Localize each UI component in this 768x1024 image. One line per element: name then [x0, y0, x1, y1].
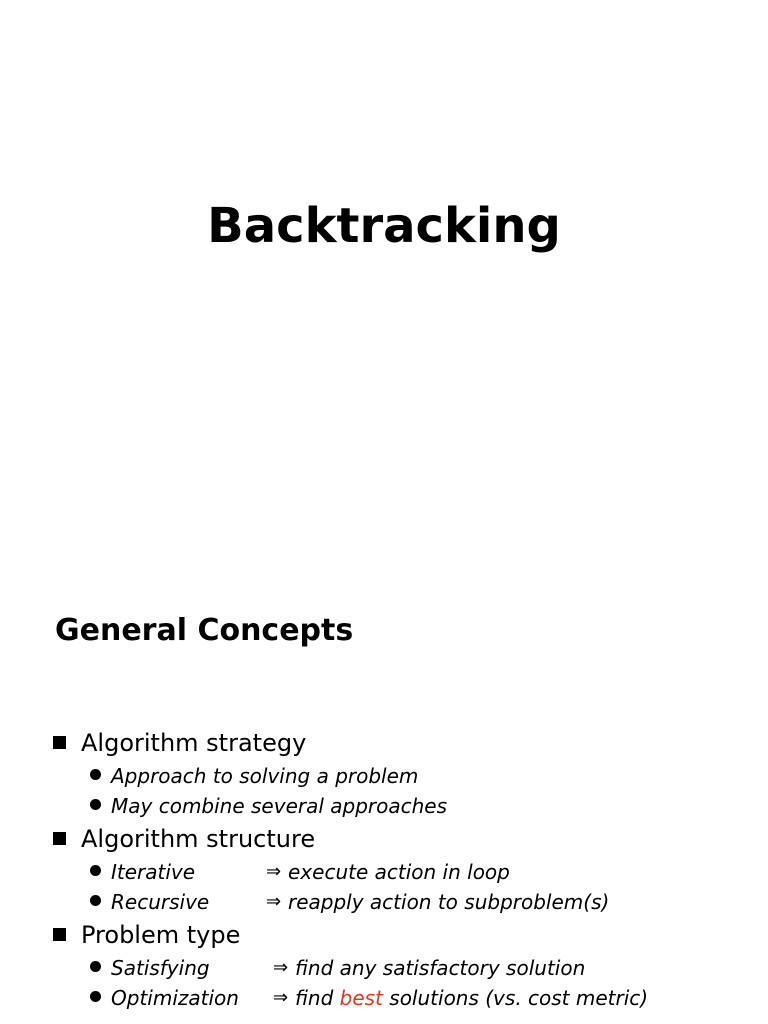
- dot-bullet-icon: [90, 961, 101, 972]
- bullet-label: Problem type: [81, 921, 241, 949]
- square-bullet-icon: [53, 736, 66, 749]
- implies-arrow-icon: ⇒: [266, 861, 282, 882]
- sub-bullet-desc: [295, 985, 648, 1011]
- bullet-label: Algorithm structure: [81, 825, 316, 853]
- sub-bullet-desc: find any satisfactory solution: [295, 956, 586, 980]
- dot-bullet-icon: [90, 991, 101, 1002]
- desc-text: solutions (vs. cost metric): [382, 986, 649, 1010]
- sub-bullet-term: Optimization: [111, 986, 239, 1010]
- sub-bullet-text: Approach to solving a problem: [111, 764, 419, 788]
- sub-bullet-text: May combine several approaches: [111, 794, 448, 818]
- square-bullet-icon: [53, 928, 66, 941]
- implies-arrow-icon: ⇒: [273, 957, 289, 978]
- sub-bullet-desc: reapply action to subproblem(s): [288, 890, 610, 914]
- desc-text: find: [295, 986, 340, 1010]
- sub-bullet-term: Iterative: [111, 860, 196, 884]
- implies-arrow-icon: ⇒: [266, 891, 282, 912]
- dot-bullet-icon: [90, 769, 101, 780]
- implies-arrow-icon: ⇒: [273, 987, 289, 1008]
- slide-title: Backtracking: [207, 198, 561, 254]
- highlighted-word: best: [339, 986, 383, 1010]
- bullet-label: Algorithm strategy: [81, 729, 307, 757]
- dot-bullet-icon: [90, 895, 101, 906]
- sub-bullet-term: Recursive: [111, 890, 210, 914]
- square-bullet-icon: [53, 832, 66, 845]
- sub-bullet-term: Satisfying: [111, 956, 210, 980]
- dot-bullet-icon: [90, 865, 101, 876]
- sub-bullet-desc: execute action in loop: [288, 860, 510, 884]
- section-title: General Concepts: [55, 613, 354, 648]
- dot-bullet-icon: [90, 799, 101, 810]
